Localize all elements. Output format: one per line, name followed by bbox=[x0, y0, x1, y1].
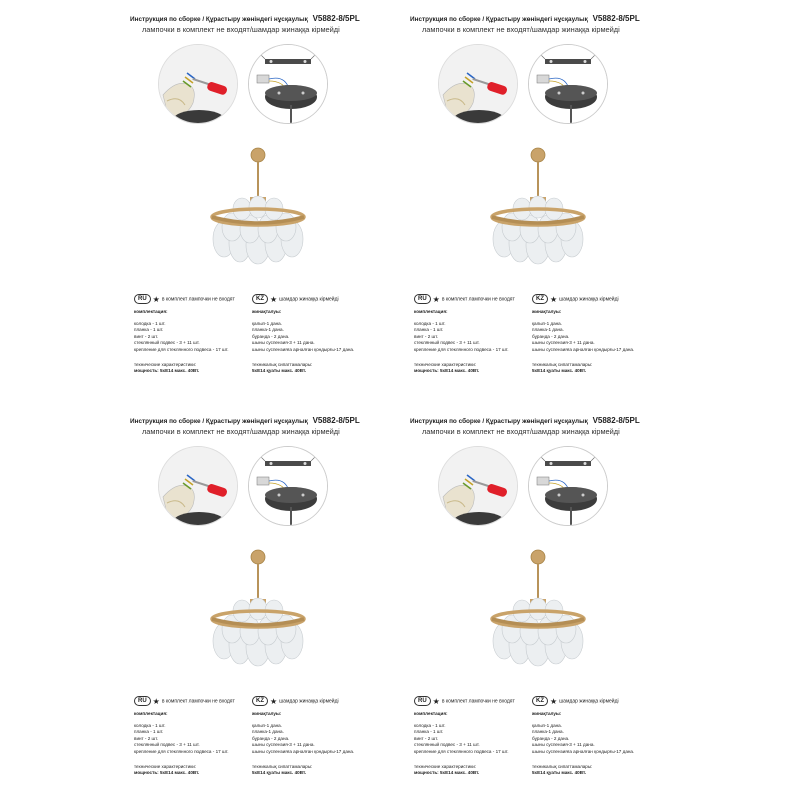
contents-item: бұрандa - 2 дана. bbox=[252, 333, 290, 339]
chandelier-photo bbox=[200, 545, 310, 675]
ru-badge: RU bbox=[134, 294, 151, 304]
contents-item: стеклянный подвес - 3 + 11 шт. bbox=[414, 742, 480, 748]
model-number: V5882-8/5PL bbox=[592, 416, 640, 425]
contents-item: планка - 1 шт. bbox=[134, 327, 164, 333]
kz-contents-list bbox=[532, 723, 672, 756]
star-icon: ★ bbox=[432, 696, 440, 706]
ru-contents-list bbox=[134, 321, 254, 354]
kz-bulbs-note: шамдар жинаққа кірмейді bbox=[559, 296, 619, 303]
ceiling-mount-diagram bbox=[248, 446, 328, 526]
ru-flag bbox=[414, 696, 515, 706]
contents-item: колодка - 1 шт. bbox=[134, 320, 166, 326]
ru-spec: мощность: 5хE14 макс. 40Вт. bbox=[134, 770, 200, 776]
kz-spec: 5хE14 қуаты макс. 40Вт. bbox=[252, 368, 307, 374]
ru-contents-list bbox=[134, 723, 254, 756]
contents-item: қалып-1 дана. bbox=[252, 722, 282, 728]
contents-item: шыны суспензияға арналған қондырғы-17 дана. bbox=[252, 748, 355, 754]
bulbs-not-included-row bbox=[130, 696, 395, 710]
instruction-sheet bbox=[410, 410, 680, 795]
kz-contents-list bbox=[252, 723, 392, 756]
ru-flag bbox=[134, 696, 235, 706]
ru-bulbs-note: в комплект лампочки не входят bbox=[161, 698, 235, 705]
bulbs-not-included-row bbox=[130, 294, 395, 308]
ru-spec: мощность: 5хE14 макс. 40Вт. bbox=[414, 770, 480, 776]
star-icon: ★ bbox=[152, 294, 160, 304]
ru-badge: RU bbox=[414, 696, 431, 706]
contents-item: шыны суспензияға арналған қондырғы-17 дана. bbox=[532, 748, 635, 754]
ru-contents bbox=[134, 711, 254, 777]
bulbs-note: лампочки в комплект не входят/шамдар жинаққа кірмейді bbox=[142, 25, 340, 34]
kz-bulbs-note: шамдар жинаққа кірмейді bbox=[279, 698, 339, 705]
kz-contents-heading: жинақталуы: bbox=[532, 711, 562, 716]
contents-item: шыны суспензия-3 + 11 дана. bbox=[532, 340, 595, 346]
title-text: Инструкция по сборке / Құрастыру жөніндегі нұсқаулық bbox=[130, 16, 308, 23]
contents-item: шыны суспензияға арналған қондырғы-17 дана. bbox=[252, 346, 355, 352]
instruction-sheet bbox=[130, 8, 400, 393]
title-text: Инструкция по сборке / Құрастыру жөніндегі нұсқаулық bbox=[410, 16, 588, 23]
contents-item: колодка - 1 шт. bbox=[134, 722, 166, 728]
kz-contents bbox=[252, 711, 392, 777]
ru-flag bbox=[414, 294, 515, 304]
contents-item: стеклянный подвес - 3 + 11 шт. bbox=[134, 340, 200, 346]
star-icon: ★ bbox=[550, 294, 558, 304]
chandelier-photo bbox=[200, 143, 310, 273]
star-icon: ★ bbox=[152, 696, 160, 706]
star-icon: ★ bbox=[270, 294, 278, 304]
ru-spec: мощность: 5хE14 макс. 40Вт. bbox=[134, 368, 200, 374]
kz-badge: KZ bbox=[532, 696, 548, 706]
ru-spec-heading: технические характеристики: bbox=[414, 763, 477, 769]
contents-item: колодка - 1 шт. bbox=[414, 320, 446, 326]
model-number: V5882-8/5PL bbox=[312, 14, 360, 23]
ru-contents-list bbox=[414, 723, 534, 756]
sheet-title bbox=[410, 416, 675, 425]
instruction-sheet bbox=[130, 410, 400, 795]
sheet-title bbox=[410, 14, 675, 23]
screwdriver-wiring-photo bbox=[158, 44, 238, 124]
contents-item: шыны суспензияға арналған қондырғы-17 дана. bbox=[532, 346, 635, 352]
contents-item: бұрандa - 2 дана. bbox=[252, 735, 290, 741]
kz-spec-heading: техникалық сипаттамалары: bbox=[532, 361, 593, 367]
kz-spec-heading: техникалық сипаттамалары: bbox=[532, 763, 593, 769]
kz-contents bbox=[532, 711, 672, 777]
kz-contents-heading: жинақталуы: bbox=[252, 309, 282, 314]
ru-contents bbox=[414, 711, 534, 777]
screwdriver-wiring-photo bbox=[158, 446, 238, 526]
contents-item: стеклянный подвес - 3 + 11 шт. bbox=[134, 742, 200, 748]
bulbs-note: лампочки в комплект не входят/шамдар жинаққа кірмейді bbox=[422, 25, 620, 34]
chandelier-photo bbox=[480, 143, 590, 273]
contents-item: крепление для стеклянного подвеса - 17 шт. bbox=[414, 346, 509, 352]
ru-spec-heading: технические характеристики: bbox=[134, 763, 197, 769]
kz-spec: 5хE14 қуаты макс. 40Вт. bbox=[252, 770, 307, 776]
screwdriver-wiring-photo bbox=[438, 44, 518, 124]
contents-item: крепление для стеклянного подвеса - 17 шт. bbox=[414, 748, 509, 754]
contents-item: винт - 2 шт. bbox=[414, 333, 439, 339]
kz-bulbs-note: шамдар жинаққа кірмейді bbox=[559, 698, 619, 705]
kz-contents-list bbox=[532, 321, 672, 354]
ru-bulbs-note: в комплект лампочки не входят bbox=[441, 698, 515, 705]
kz-flag bbox=[252, 294, 339, 304]
contents-item: винт - 2 шт. bbox=[414, 735, 439, 741]
kz-contents-list bbox=[252, 321, 392, 354]
model-number: V5882-8/5PL bbox=[312, 416, 360, 425]
screwdriver-wiring-photo bbox=[438, 446, 518, 526]
contents-item: бұрандa - 2 дана. bbox=[532, 735, 570, 741]
bulbs-note: лампочки в комплект не входят/шамдар жинаққа кірмейді bbox=[142, 427, 340, 436]
ru-spec: мощность: 5хE14 макс. 40Вт. bbox=[414, 368, 480, 374]
kz-spec: 5хE14 қуаты макс. 40Вт. bbox=[532, 368, 587, 374]
sheet-title bbox=[130, 416, 395, 425]
chandelier-photo bbox=[480, 545, 590, 675]
kz-contents bbox=[252, 309, 392, 375]
ru-spec-heading: технические характеристики: bbox=[134, 361, 197, 367]
contents-item: крепление для стеклянного подвеса - 17 шт. bbox=[134, 748, 229, 754]
instruction-sheet bbox=[410, 8, 680, 393]
star-icon: ★ bbox=[550, 696, 558, 706]
ru-contents-list bbox=[414, 321, 534, 354]
contents-item: шыны суспензия-3 + 11 дана. bbox=[532, 742, 595, 748]
ru-badge: RU bbox=[134, 696, 151, 706]
bulbs-not-included-row bbox=[410, 696, 675, 710]
kz-bulbs-note: шамдар жинаққа кірмейді bbox=[279, 296, 339, 303]
star-icon: ★ bbox=[270, 696, 278, 706]
kz-spec-heading: техникалық сипаттамалары: bbox=[252, 763, 313, 769]
contents-item: шыны суспензия-3 + 11 дана. bbox=[252, 340, 315, 346]
ru-bulbs-note: в комплект лампочки не входят bbox=[441, 296, 515, 303]
ru-contents-heading: комплектация: bbox=[414, 711, 448, 716]
kz-spec: 5хE14 қуаты макс. 40Вт. bbox=[532, 770, 587, 776]
contents-item: колодка - 1 шт. bbox=[414, 722, 446, 728]
model-number: V5882-8/5PL bbox=[592, 14, 640, 23]
ceiling-mount-diagram bbox=[528, 44, 608, 124]
contents-item: қалып-1 дана. bbox=[532, 320, 562, 326]
contents-item: планка-1 дана. bbox=[532, 729, 564, 735]
kz-flag bbox=[532, 294, 619, 304]
contents-item: планка - 1 шт. bbox=[414, 327, 444, 333]
contents-item: бұрандa - 2 дана. bbox=[532, 333, 570, 339]
contents-item: планка - 1 шт. bbox=[134, 729, 164, 735]
kz-badge: KZ bbox=[252, 294, 268, 304]
bulbs-not-included-row bbox=[410, 294, 675, 308]
contents-item: винт - 2 шт. bbox=[134, 735, 159, 741]
contents-item: винт - 2 шт. bbox=[134, 333, 159, 339]
star-icon: ★ bbox=[432, 294, 440, 304]
contents-item: шыны суспензия-3 + 11 дана. bbox=[252, 742, 315, 748]
kz-contents bbox=[532, 309, 672, 375]
title-text: Инструкция по сборке / Құрастыру жөніндегі нұсқаулық bbox=[410, 418, 588, 425]
ru-contents-heading: комплектация: bbox=[134, 309, 168, 314]
ru-contents-heading: комплектация: bbox=[414, 309, 448, 314]
ru-contents bbox=[134, 309, 254, 375]
ceiling-mount-diagram bbox=[528, 446, 608, 526]
contents-item: планка-1 дана. bbox=[252, 327, 284, 333]
contents-item: стеклянный подвес - 3 + 11 шт. bbox=[414, 340, 480, 346]
contents-item: қалып-1 дана. bbox=[532, 722, 562, 728]
kz-flag bbox=[252, 696, 339, 706]
sheet-title bbox=[130, 14, 395, 23]
contents-item: планка - 1 шт. bbox=[414, 729, 444, 735]
kz-contents-heading: жинақталуы: bbox=[532, 309, 562, 314]
kz-flag bbox=[532, 696, 619, 706]
kz-contents-heading: жинақталуы: bbox=[252, 711, 282, 716]
ru-contents-heading: комплектация: bbox=[134, 711, 168, 716]
ru-flag bbox=[134, 294, 235, 304]
contents-item: қалып-1 дана. bbox=[252, 320, 282, 326]
kz-spec-heading: техникалық сипаттамалары: bbox=[252, 361, 313, 367]
title-text: Инструкция по сборке / Құрастыру жөніндегі нұсқаулық bbox=[130, 418, 308, 425]
contents-item: планка-1 дана. bbox=[252, 729, 284, 735]
ceiling-mount-diagram bbox=[248, 44, 328, 124]
ru-bulbs-note: в комплект лампочки не входят bbox=[161, 296, 235, 303]
ru-spec-heading: технические характеристики: bbox=[414, 361, 477, 367]
ru-badge: RU bbox=[414, 294, 431, 304]
kz-badge: KZ bbox=[532, 294, 548, 304]
kz-badge: KZ bbox=[252, 696, 268, 706]
ru-contents bbox=[414, 309, 534, 375]
contents-item: планка-1 дана. bbox=[532, 327, 564, 333]
bulbs-note: лампочки в комплект не входят/шамдар жинаққа кірмейді bbox=[422, 427, 620, 436]
contents-item: крепление для стеклянного подвеса - 17 шт. bbox=[134, 346, 229, 352]
